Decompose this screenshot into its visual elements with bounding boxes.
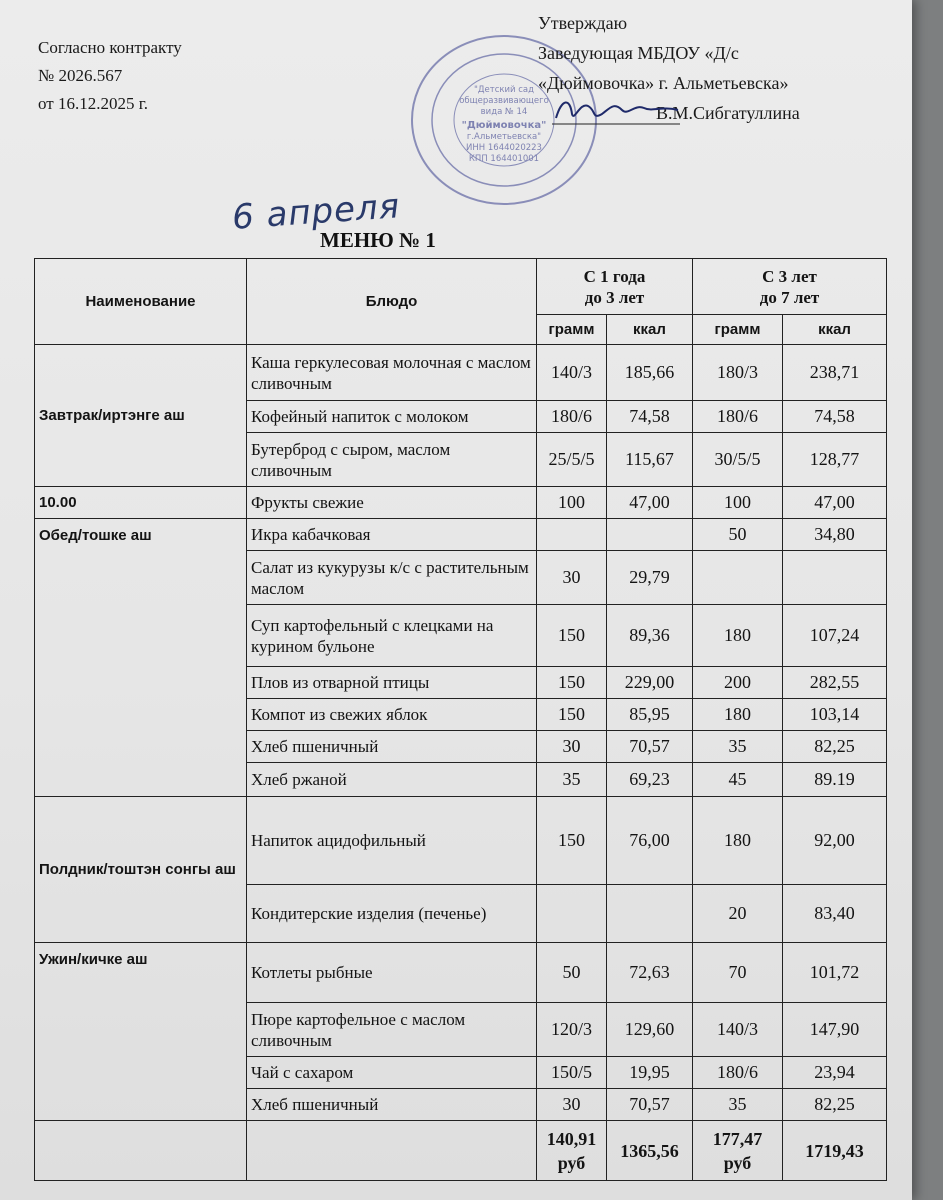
kcal-young-cell: 129,60 xyxy=(607,1003,693,1057)
kcal-young-cell: 185,66 xyxy=(607,345,693,401)
meal-dinner: Ужин/кичке аш xyxy=(35,943,247,1121)
gram-older-cell: 180 xyxy=(693,699,783,731)
header-gram-2: грамм xyxy=(693,315,783,345)
kcal-older-cell: 147,90 xyxy=(783,1003,887,1057)
kcal-older-cell: 101,72 xyxy=(783,943,887,1003)
dish-cell: Хлеб ржаной xyxy=(247,763,537,797)
kcal-young-cell xyxy=(607,885,693,943)
kcal-older-cell: 82,25 xyxy=(783,1089,887,1121)
header-name: Наименование xyxy=(35,259,247,345)
stamp-line-7: КПП 164401001 xyxy=(468,154,540,164)
header-age-1-3: С 1 года до 3 лет xyxy=(537,259,693,315)
stamp-line-4: "Дюймовочка" xyxy=(461,120,547,131)
gram-older-cell: 50 xyxy=(693,519,783,551)
dish-cell: Компот из свежих яблок xyxy=(247,699,537,731)
gram-older-cell: 35 xyxy=(693,731,783,763)
dish-cell: Бутерброд с сыром, маслом сливочным xyxy=(247,433,537,487)
gram-older-cell: 35 xyxy=(693,1089,783,1121)
kcal-older-cell: 74,58 xyxy=(783,401,887,433)
meal-afternoon-snack: Полдник/тоштэн сонгы аш xyxy=(35,797,247,943)
stamp-line-1: "Детский сад xyxy=(473,85,535,95)
dish-cell: Чай с сахаром xyxy=(247,1057,537,1089)
meal-lunch: Обед/тошке аш xyxy=(35,519,247,797)
dish-cell: Хлеб пшеничный xyxy=(247,1089,537,1121)
kcal-older-cell: 92,00 xyxy=(783,797,887,885)
kcal-young-cell: 74,58 xyxy=(607,401,693,433)
gram-young-cell: 30 xyxy=(537,551,607,605)
kcal-older-cell: 47,00 xyxy=(783,487,887,519)
stamp-line-2: общеразвивающего xyxy=(459,96,549,106)
gram-older-cell: 45 xyxy=(693,763,783,797)
header-kcal-1: ккал xyxy=(607,315,693,345)
kcal-young-cell: 19,95 xyxy=(607,1057,693,1089)
kcal-older-cell xyxy=(783,551,887,605)
meal-snack-10: 10.00 xyxy=(35,487,247,519)
header-dish: Блюдо xyxy=(247,259,537,345)
dish-cell: Хлеб пшеничный xyxy=(247,731,537,763)
kcal-young-cell: 47,00 xyxy=(607,487,693,519)
kcal-older-cell: 128,77 xyxy=(783,433,887,487)
kcal-young-cell xyxy=(607,519,693,551)
table-row xyxy=(35,345,887,401)
gram-older-cell: 200 xyxy=(693,667,783,699)
gram-young-cell: 30 xyxy=(537,731,607,763)
gram-young-cell xyxy=(537,519,607,551)
dish-cell: Икра кабачковая xyxy=(247,519,537,551)
gram-young-cell: 150 xyxy=(537,605,607,667)
gram-young-cell: 180/6 xyxy=(537,401,607,433)
gram-young-cell: 150 xyxy=(537,699,607,731)
kcal-older-cell: 238,71 xyxy=(783,345,887,401)
kcal-young-cell: 85,95 xyxy=(607,699,693,731)
totals-dish-cell xyxy=(247,1121,537,1181)
gram-young-cell: 30 xyxy=(537,1089,607,1121)
stamp-line-3: вида № 14 xyxy=(480,107,528,117)
gram-young-cell: 150 xyxy=(537,797,607,885)
header-age-3-7: С 3 лет до 7 лет xyxy=(693,259,887,315)
totals-row xyxy=(35,1121,887,1181)
signature-scribble xyxy=(552,92,682,128)
header-kcal-2: ккал xyxy=(783,315,887,345)
meal-breakfast: Завтрак/иртэнге аш xyxy=(35,345,247,487)
approval-line-1: Утверждаю xyxy=(538,13,628,33)
gram-older-cell: 180/6 xyxy=(693,1057,783,1089)
kcal-young-cell: 229,00 xyxy=(607,667,693,699)
contract-reference xyxy=(38,34,182,118)
gram-older-cell xyxy=(693,551,783,605)
table-row xyxy=(35,519,887,551)
gram-young-cell: 150 xyxy=(537,667,607,699)
dish-cell: Плов из отварной птицы xyxy=(247,667,537,699)
stamp-line-5: г.Альметьевска" xyxy=(466,132,542,142)
kcal-young-cell: 76,00 xyxy=(607,797,693,885)
gram-young-cell: 150/5 xyxy=(537,1057,607,1089)
kcal-older-cell: 282,55 xyxy=(783,667,887,699)
kcal-young-cell: 115,67 xyxy=(607,433,693,487)
dish-cell: Фрукты свежие xyxy=(247,487,537,519)
dish-cell: Кондитерские изделия (печенье) xyxy=(247,885,537,943)
total-kcal-young: 1365,56 xyxy=(607,1121,693,1181)
gram-young-cell: 35 xyxy=(537,763,607,797)
gram-older-cell: 180 xyxy=(693,605,783,667)
approval-organization: «Дюймовочка» г. Альметьевска» xyxy=(538,73,789,93)
dish-cell: Кофейный напиток с молоком xyxy=(247,401,537,433)
table-row xyxy=(35,943,887,1003)
contract-line-1: Согласно контракту xyxy=(38,38,182,57)
kcal-young-cell: 69,23 xyxy=(607,763,693,797)
gram-older-cell: 70 xyxy=(693,943,783,1003)
total-cost-older: 177,47 руб xyxy=(693,1121,783,1181)
kcal-older-cell: 107,24 xyxy=(783,605,887,667)
contract-number: № 2026.567 xyxy=(38,66,123,85)
table-row xyxy=(35,487,887,519)
kcal-young-cell: 89,36 xyxy=(607,605,693,667)
approval-position: Заведующая МБДОУ «Д/с xyxy=(538,43,739,63)
dish-cell: Пюре картофельное с маслом сливочным xyxy=(247,1003,537,1057)
gram-older-cell: 100 xyxy=(693,487,783,519)
gram-young-cell xyxy=(537,885,607,943)
kcal-young-cell: 72,63 xyxy=(607,943,693,1003)
kcal-older-cell: 89.19 xyxy=(783,763,887,797)
handwritten-date: 6 апреля xyxy=(230,186,402,238)
gram-older-cell: 20 xyxy=(693,885,783,943)
dish-cell: Суп картофельный с клецками на курином бульоне xyxy=(247,605,537,667)
total-kcal-older: 1719,43 xyxy=(783,1121,887,1181)
kcal-older-cell: 103,14 xyxy=(783,699,887,731)
gram-older-cell: 180/3 xyxy=(693,345,783,401)
gram-young-cell: 120/3 xyxy=(537,1003,607,1057)
stamp-line-6: ИНН 1644020223 xyxy=(466,143,542,153)
kcal-older-cell: 83,40 xyxy=(783,885,887,943)
dish-cell: Напиток ацидофильный xyxy=(247,797,537,885)
kcal-older-cell: 34,80 xyxy=(783,519,887,551)
kcal-young-cell: 70,57 xyxy=(607,731,693,763)
kcal-young-cell: 29,79 xyxy=(607,551,693,605)
dish-cell: Салат из кукурузы к/с с растительным маслом xyxy=(247,551,537,605)
dish-cell: Каша геркулесовая молочная с маслом сливочным xyxy=(247,345,537,401)
dish-cell: Котлеты рыбные xyxy=(247,943,537,1003)
page-title: МЕНЮ № 1 xyxy=(320,228,436,252)
gram-older-cell: 30/5/5 xyxy=(693,433,783,487)
kcal-older-cell: 23,94 xyxy=(783,1057,887,1089)
gram-older-cell: 180 xyxy=(693,797,783,885)
gram-young-cell: 140/3 xyxy=(537,345,607,401)
signer-name: В.М.Сибгатуллина xyxy=(656,103,800,123)
gram-young-cell: 50 xyxy=(537,943,607,1003)
totals-meal-cell xyxy=(35,1121,247,1181)
kcal-young-cell: 70,57 xyxy=(607,1089,693,1121)
gram-young-cell: 25/5/5 xyxy=(537,433,607,487)
table-row xyxy=(35,797,887,885)
gram-older-cell: 180/6 xyxy=(693,401,783,433)
gram-young-cell: 100 xyxy=(537,487,607,519)
gram-older-cell: 140/3 xyxy=(693,1003,783,1057)
kcal-older-cell: 82,25 xyxy=(783,731,887,763)
header-gram-1: грамм xyxy=(537,315,607,345)
contract-date: от 16.12.2025 г. xyxy=(38,94,149,113)
menu-table xyxy=(34,258,887,1181)
total-cost-young: 140,91 руб xyxy=(537,1121,607,1181)
